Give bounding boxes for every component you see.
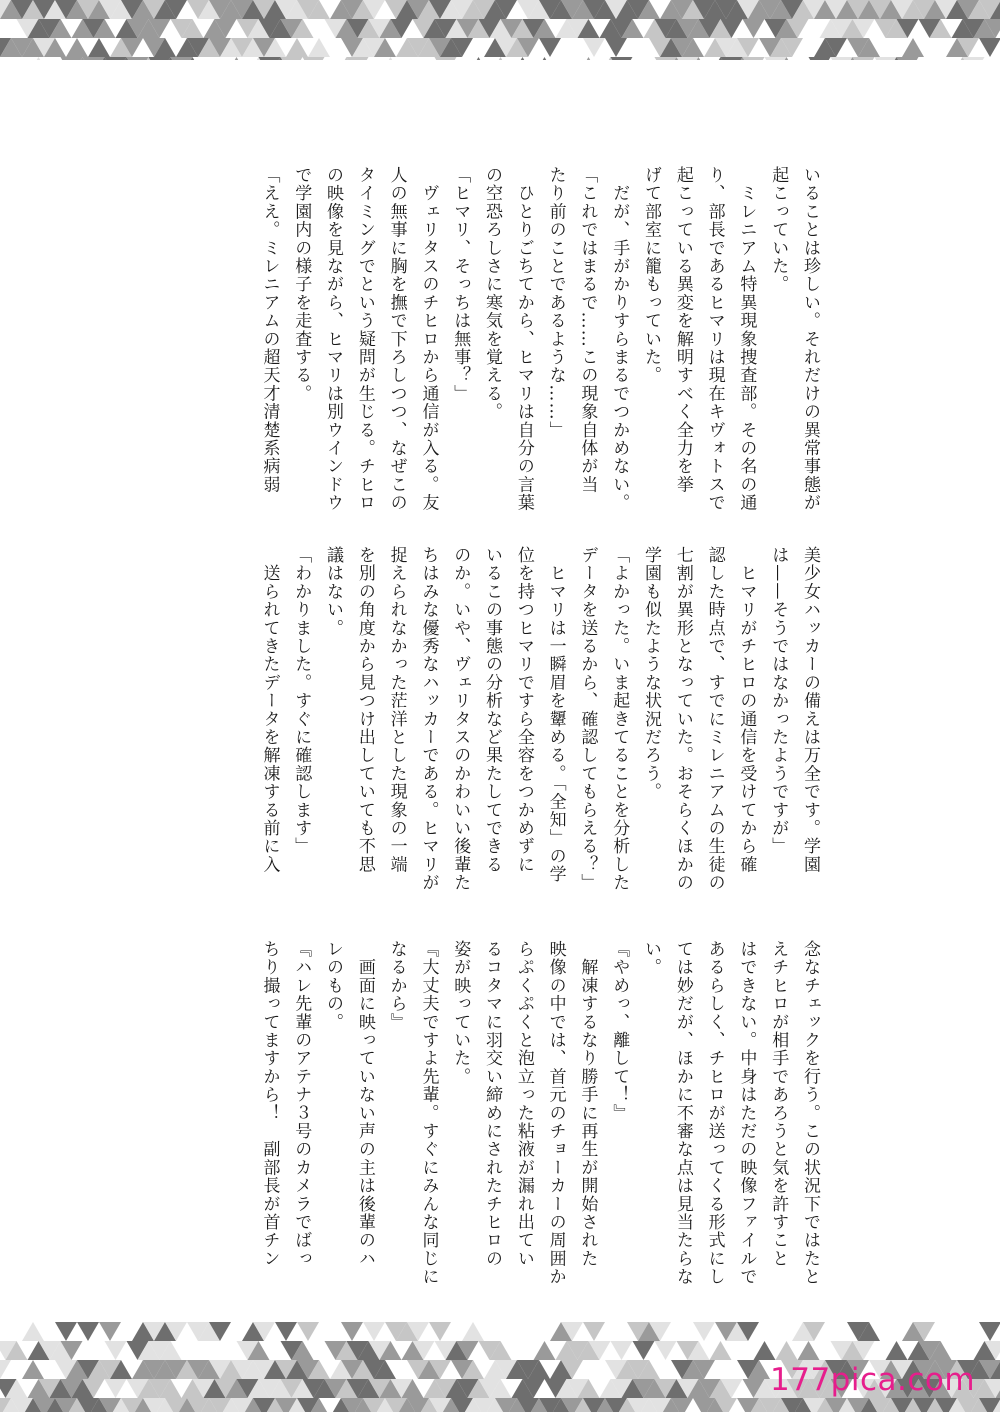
text-line: 『大丈夫ですよ先輩。すぐにみんな同じに [418,940,439,1286]
text-line: ひとりごちてから、ヒマリは自分の言葉 [513,166,534,512]
pattern-triangle [798,1341,820,1360]
top-triangle-pattern [0,0,1000,60]
text-line: い。 [641,940,662,977]
text-line: 位を持つヒマリですら全容をつかめずに [513,546,534,874]
text-line: ヒマリは一瞬眉を顰める。「全知」の学 [545,546,566,884]
text-line: 起こっていた。 [768,166,789,294]
pattern-triangle [897,57,919,60]
pattern-triangle [539,38,561,57]
pattern-triangle [655,1341,677,1360]
pattern-triangle [66,38,88,57]
pattern-triangle [512,57,534,60]
pattern-triangle [341,1322,363,1341]
text-block-top [175,166,825,512]
text-line: なるから』 [386,940,407,1031]
text-line: 「わかりました。すぐに確認します」 [291,546,312,856]
pattern-triangle [429,1322,451,1341]
pattern-triangle [721,57,743,60]
text-line: 送られてきたデータを解凍する前に入 [259,546,280,874]
text-line: は——そうではなかったようですが」 [768,546,789,856]
pattern-triangle [171,57,193,60]
pattern-triangle [61,57,83,60]
text-line: ミレニアム特異現象捜査部。その名の通 [736,166,757,512]
pattern-triangle [875,57,897,60]
pattern-triangle [281,57,303,60]
pattern-triangle [462,1322,484,1341]
pattern-triangle [776,1341,798,1360]
text-line: の映像を見ながら、ヒマリは別ウインドウ [323,166,344,512]
text-line: ちはみな優秀なハッカーである。ヒマリが [418,546,439,892]
text-line: はできない。中身はただの映像ファイルで [736,940,757,1286]
pattern-triangle [490,57,512,60]
pattern-triangle [886,1341,908,1360]
pattern-triangle [534,1341,556,1360]
pattern-triangle [611,57,633,60]
pattern-triangle [979,38,1000,57]
text-line: らぷくぷくと泡立った粘液が漏れ出てい [513,940,534,1268]
pattern-triangle [710,1341,732,1360]
pattern-triangle [963,57,985,60]
pattern-triangle [297,1322,319,1341]
text-line: たり前のことであるような……」 [545,166,566,439]
pattern-triangle [149,57,171,60]
pattern-triangle [363,1322,385,1341]
pattern-triangle [55,1322,77,1341]
pattern-triangle [765,57,787,60]
text-line: 念なチェックを行う。この状況下ではたと [800,940,820,1286]
text-line: のか。いや、ヴェリタスのかわいい後輩た [450,546,471,892]
text-line: 映像の中では、首元のチョーカーの周囲か [545,940,566,1286]
text-line: 「これではまるで……この現象自体が当 [577,166,598,494]
pattern-triangle [99,1322,121,1341]
pattern-triangle [677,57,699,60]
text-line: いることは珍しい。それだけの異常事態が [800,166,820,512]
pattern-triangle [0,1360,11,1379]
pattern-triangle [127,57,149,60]
text-line: 七割が異形となっていた。おそらくほかの [672,546,693,892]
pattern-triangle [105,1341,127,1360]
pattern-triangle [655,57,677,60]
text-line: あるらしく、チヒロが送ってくる形式にし [704,940,725,1286]
pattern-triangle [226,57,248,60]
text-line: 「よかった。いま起きてることを分析した [609,546,630,892]
text-line: データを送るから、確認してもらえる？」 [577,546,598,892]
pattern-triangle [77,1322,99,1341]
pattern-triangle [259,57,281,60]
pattern-triangle [693,1322,715,1341]
pattern-triangle [88,38,110,57]
text-line: 解凍するなり勝手に再生が開始された [577,940,598,1268]
text-line: 『やめっ、離して！』 [609,940,630,1122]
pattern-triangle [754,1341,776,1360]
text-line: タイミングでという疑問が生じる。チヒロ [354,166,375,512]
pattern-triangle [105,1379,127,1398]
pattern-triangle [83,57,105,60]
text-line: 「ええ。ミレニアムの超天才清楚系病弱 [259,166,280,494]
pattern-triangle [347,57,369,60]
text-line: いるこの事態の分析など果たしてできる [482,546,503,874]
text-line: 捉えられなかった茫洋とした現象の一端 [386,546,407,874]
pattern-triangle [809,57,831,60]
text-line: ヴェリタスのチヒロから通信が入る。友 [418,166,439,512]
text-line: で学園内の様子を走査する。 [291,166,312,403]
pattern-triangle [743,19,765,38]
text-line: レのもの。 [323,940,344,1031]
pattern-triangle [105,57,127,60]
text-line: 「ヒマリ、そっちは無事？」 [450,166,471,403]
pattern-triangle [583,38,605,57]
text-line: えチヒロが相手であろうと気を許すこと [768,940,789,1268]
pattern-triangle [22,1360,44,1379]
text-line: 学園も似たような状況だろう。 [641,546,662,801]
pattern-triangle [468,57,490,60]
pattern-triangle [578,57,600,60]
pattern-triangle [380,57,402,60]
text-line: ちり撮ってますから！ 副部長が首チン [259,940,280,1268]
text-line: 認した時点で、すでにミレニアムの生徒の [704,546,725,892]
text-line: 議はない。 [323,546,344,637]
pattern-triangle [831,57,853,60]
pattern-triangle [22,1322,44,1341]
text-line: 美少女ハッカーの備えは万全です。学園 [800,546,820,874]
text-block-bottom [175,940,825,1286]
pattern-triangle [435,57,457,60]
pattern-triangle [633,1341,655,1360]
pattern-triangle [743,57,765,60]
text-line: 姿が映っていた。 [450,940,471,1086]
pattern-triangle [853,57,875,60]
text-block-middle [175,546,825,892]
text-line: ては妙だが、ほかに不審な点は見当たらな [672,940,693,1286]
pattern-triangle [534,57,556,60]
pattern-triangle [275,1322,297,1341]
text-line: るコタマに羽交い締めにされたチヒロの [482,940,503,1268]
text-line: の空恐ろしさに寒気を覚える。 [482,166,503,421]
pattern-triangle [303,57,325,60]
pattern-triangle [308,38,330,57]
pattern-triangle [979,1322,1000,1341]
pattern-triangle [611,1341,633,1360]
text-line: げて部室に籠もっていた。 [641,166,662,385]
pattern-triangle [902,38,924,57]
text-line: を別の角度から見つけ出していても不思 [354,546,375,874]
text-line: 人の無事に胸を撫で下ろしつつ、なぜこの [386,166,407,512]
pattern-triangle [28,57,50,60]
pattern-triangle [583,1322,605,1341]
watermark: 177pica.com [770,1362,976,1398]
text-line: 起こっている異変を解明すべく全力を挙 [672,166,693,494]
text-line: ヒマリがチヒロの通信を受けてから確 [736,546,757,874]
pattern-triangle [605,38,627,57]
text-line: 画面に映っていない声の主は後輩のハ [354,940,375,1268]
pattern-triangle [286,38,308,57]
text-line: だが、手がかりすらまるでつかめない。 [609,166,630,512]
text-line: 『ハレ先輩のアテナ３号のカメラでばっ [291,940,312,1268]
text-line: り、部長であるヒマリは現在キヴォトスで [704,166,725,512]
